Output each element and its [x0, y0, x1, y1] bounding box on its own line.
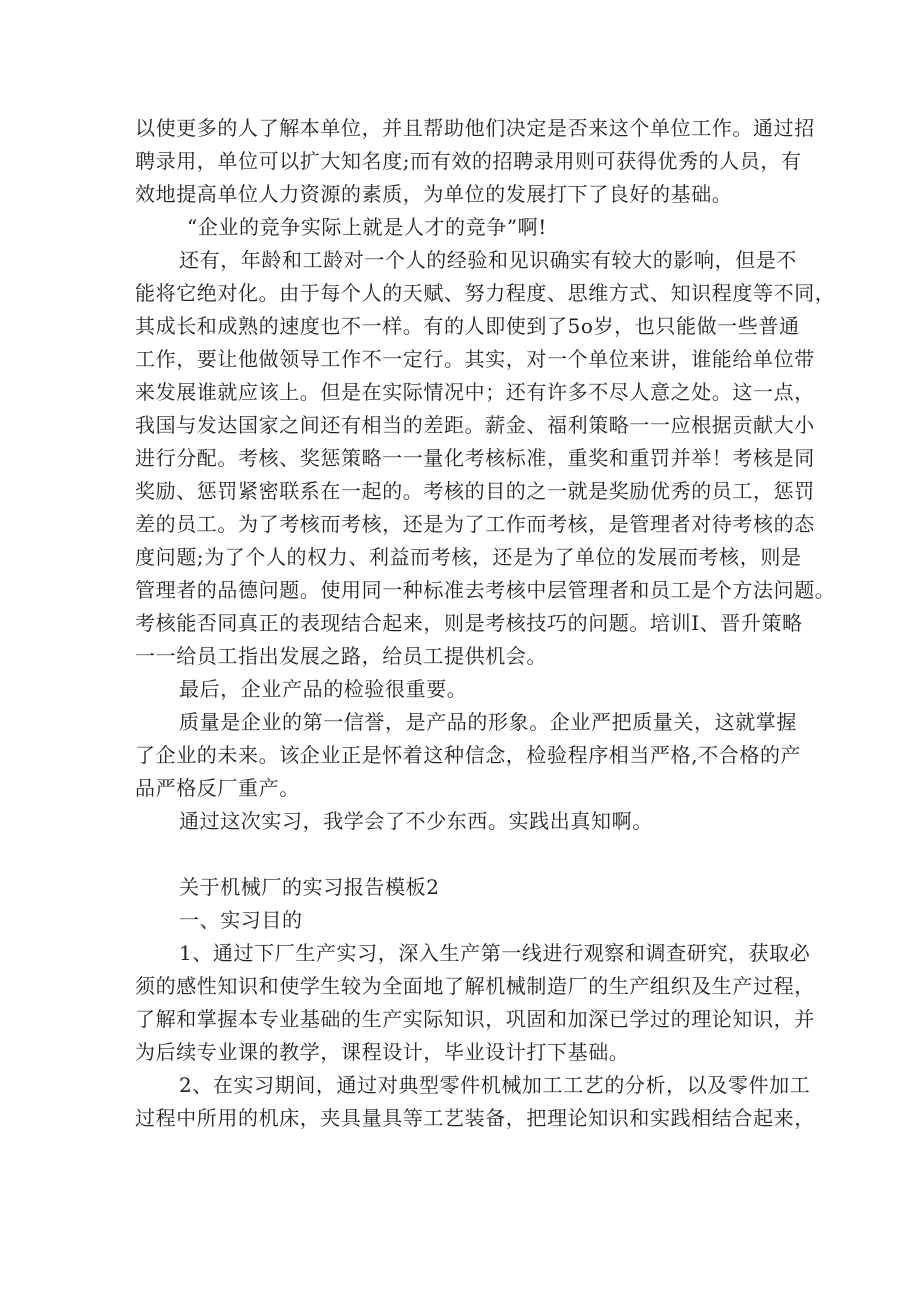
paragraph-line: 了企业的未来。该企业正是怀着这种信念，检验程序相当严格,不合格的产: [135, 743, 802, 767]
paragraph-line: 能将它绝对化。由于每个人的天赋、努力程度、思维方式、知识程度等不同，: [135, 281, 836, 305]
paragraph-line: 须的感性知识和使学生较为全面地了解机械制造厂的生产组织及生产过程，: [135, 974, 815, 998]
paragraph-line: 效地提高单位人力资源的素质，为单位的发展打下了良好的基础。: [135, 182, 733, 206]
section-spacer: [135, 838, 795, 871]
paragraph-line: 管理者的品德问题。使用同一种标准去考核中层管理者和员工是个方法问题。: [135, 578, 836, 602]
paragraph-line: 通过这次实习，我学会了不少东西。实践出真知啊。: [179, 809, 653, 833]
paragraph-line: 一一给员工指出发展之路，给员工提供机会。: [135, 644, 547, 668]
document-body: [135, 112, 836, 1135]
paragraph-line: 还有，年龄和工龄对一个人的经验和见识确实有较大的影响，但是不: [179, 248, 797, 272]
paragraph-line: 考核能否同真正的表现结合起来，则是考核技巧的问题。培训I、晋升策略: [135, 611, 803, 635]
paragraph-line: 质量是企业的第一信誉，是产品的形象。企业严把质量关，这就掌握: [179, 710, 797, 734]
paragraph-line: 2、在实习期间，通过对典型零件机械加工工艺的分析，以及零件加工: [179, 1073, 811, 1097]
paragraph-line: 为后续专业课的教学，课程设计，毕业设计打下基础。: [135, 1040, 630, 1064]
paragraph-line: 差的员工。为了考核而考核，还是为了工作而考核，是管理者对待考核的态: [135, 512, 815, 536]
paragraph-line: 度问题;为了个人的权力、利益而考核，还是为了单位的发展而考核，则是: [135, 545, 802, 569]
paragraph-line: 以使更多的人了解本单位，并且帮助他们决定是否来这个单位工作。通过招: [135, 116, 815, 140]
paragraph-line: 我国与发达国家之间还有相当的差距。薪金、福利策略一一应根据贡献大小: [135, 413, 815, 437]
paragraph-line: 1、通过下厂生产实习，深入生产第一线进行观察和调查研究，获取必: [179, 941, 811, 965]
paragraph-line: 最后，企业产品的检验很重要。: [179, 677, 468, 701]
paragraph-line: 进行分配。考核、奖惩策略一一量化考核标准，重奖和重罚并举！考核是同: [135, 446, 815, 470]
paragraph-line: 聘录用，单位可以扩大知名度;而有效的招聘录用则可获得优秀的人员，有: [135, 149, 802, 173]
paragraph-line: 其成长和成熟的速度也不一样。有的人即使到了5o岁，也只能做一些普通: [135, 314, 800, 338]
paragraph-line: 品严格反厂重产。: [135, 776, 300, 800]
paragraph-line: 过程中所用的机床，夹具量具等工艺装备，把理论知识和实践相结合起来，: [135, 1106, 815, 1130]
section-subheading: 一、实习目的: [179, 908, 303, 932]
paragraph-line: 了解和掌握本专业基础的生产实际知识，巩固和加深已学过的理论知识，并: [135, 1007, 815, 1031]
paragraph-line: 奖励、惩罚紧密联系在一起的。考核的目的之一就是奖励优秀的员工，惩罚: [135, 479, 815, 503]
quote-line: “企业的竞争实际上就是人才的竞争”啊!: [187, 215, 547, 239]
paragraph-line: 工作，要让他做领导工作不一定行。其实，对一个单位来讲，谁能给单位带: [135, 347, 815, 371]
paragraph-line: 来发展谁就应该上。但是在实际情况中；还有许多不尽人意之处。这一点，: [135, 380, 815, 404]
section-title: 关于机械厂的实习报告模板2: [179, 875, 440, 899]
